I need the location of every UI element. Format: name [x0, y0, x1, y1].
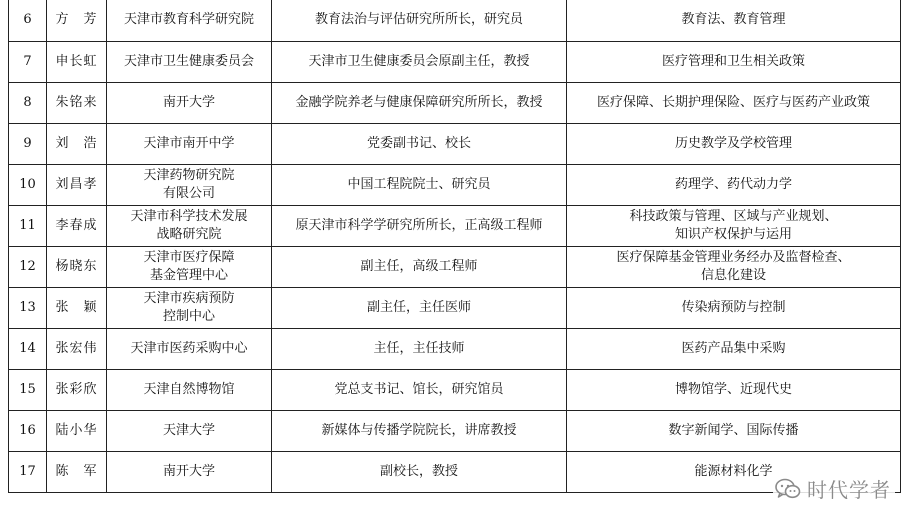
expertise-cell: [567, 164, 901, 205]
organization-cell: [107, 451, 272, 492]
position-cell: [272, 410, 567, 451]
expertise-cell: [567, 82, 901, 123]
expertise-cell-line: 教育法、教育管理: [681, 12, 786, 28]
table-row: [9, 369, 901, 410]
table-row: [9, 82, 901, 123]
expertise-cell: [567, 287, 901, 328]
position-cell: [272, 246, 567, 287]
name-cell: 陈 军: [47, 451, 107, 492]
organization-cell: [107, 0, 272, 41]
expertise-cell-line: 科技政策与管理、区域与产业规划、: [629, 208, 838, 224]
name-cell: 刘 浩: [47, 123, 107, 164]
name-cell: 杨晓东: [47, 246, 107, 287]
position-cell-line: 党委副书记、校长: [366, 135, 471, 151]
expertise-cell-line: 数字新闻学、国际传播: [668, 422, 799, 438]
name-cell: 张 颖: [47, 287, 107, 328]
organization-cell: [107, 205, 272, 246]
organization-cell: [107, 410, 272, 451]
expertise-cell-line: 医疗保障基金管理业务经办及监督检查、: [616, 249, 851, 265]
name-cell: 方 芳: [47, 0, 107, 41]
position-cell-line: 主任，主任技师: [373, 340, 465, 356]
name-cell: 陆小华: [47, 410, 107, 451]
expertise-cell-line: 医疗保障、长期护理保险、医疗与医药产业政策: [596, 94, 870, 110]
expertise-cell: [567, 41, 901, 82]
table-row: [9, 287, 901, 328]
position-cell: [272, 369, 567, 410]
position-cell: [272, 41, 567, 82]
table-row: [9, 123, 901, 164]
wechat-icon: [775, 478, 801, 500]
expertise-cell-line: 传染病预防与控制: [681, 299, 786, 315]
position-cell: [272, 164, 567, 205]
table-row: [9, 328, 901, 369]
organization-cell-line: 南开大学: [162, 94, 215, 110]
organization-cell: [107, 123, 272, 164]
table-row: [9, 451, 901, 492]
organization-cell-line: 天津市科学技术发展: [130, 208, 248, 224]
expertise-cell-line: 药理学、药代动力学: [674, 176, 792, 192]
organization-cell-line: 天津市卫生健康委员会: [123, 53, 254, 69]
expertise-cell-line: 博物馆学、近现代史: [674, 381, 792, 397]
expertise-cell: [567, 246, 901, 287]
expertise-cell-line: 医疗管理和卫生相关政策: [661, 53, 805, 69]
expert-roster-table: [8, 0, 901, 493]
roster-sheet: [8, 0, 900, 520]
expertise-cell-line: 知识产权保护与运用: [674, 226, 792, 242]
position-cell-line: 新媒体与传播学院院长，讲席教授: [321, 422, 517, 438]
name-cell: 李春成: [47, 205, 107, 246]
position-cell-line: 原天津市科学学研究所所长，正高级工程师: [295, 217, 543, 233]
position-cell: [272, 328, 567, 369]
organization-cell-line: 基金管理中心: [149, 267, 228, 283]
name-cell: 朱铭来: [47, 82, 107, 123]
expertise-cell: [567, 0, 901, 41]
organization-cell-line: 天津市医疗保障: [143, 249, 235, 265]
expertise-cell-line: 能源材料化学: [694, 463, 773, 479]
row-number-cell: 12: [9, 246, 47, 287]
position-cell-line: 教育法治与评估研究所所长，研究员: [314, 12, 523, 28]
organization-cell: [107, 164, 272, 205]
organization-cell-line: 天津市医药采购中心: [130, 340, 248, 356]
position-cell: [272, 123, 567, 164]
position-cell: [272, 451, 567, 492]
name-cell: 申长虹: [47, 41, 107, 82]
name-cell: 张宏伟: [47, 328, 107, 369]
expertise-cell-line: 医药产品集中采购: [681, 340, 786, 356]
watermark: [773, 472, 895, 505]
organization-cell: [107, 82, 272, 123]
name-cell: 张彩欣: [47, 369, 107, 410]
expertise-cell: [567, 205, 901, 246]
expertise-cell: [567, 328, 901, 369]
position-cell: [272, 287, 567, 328]
organization-cell-line: 南开大学: [162, 463, 215, 479]
organization-cell-line: 天津自然博物馆: [143, 381, 235, 397]
position-cell-line: 副校长，教授: [379, 463, 458, 479]
row-number-cell: 10: [9, 164, 47, 205]
position-cell-line: 副主任，主任医师: [366, 299, 471, 315]
row-number-cell: 7: [9, 41, 47, 82]
row-number-cell: 14: [9, 328, 47, 369]
row-number-cell: 9: [9, 123, 47, 164]
organization-cell: [107, 41, 272, 82]
watermark-text: 时代学者: [807, 478, 891, 502]
expertise-cell-line: 信息化建设: [700, 267, 766, 283]
organization-cell-line: 控制中心: [162, 308, 215, 324]
position-cell-line: 中国工程院院士、研究员: [347, 176, 491, 192]
expertise-cell-line: 历史教学及学校管理: [674, 135, 792, 151]
row-number-cell: 16: [9, 410, 47, 451]
row-number-cell: 15: [9, 369, 47, 410]
row-number-cell: 13: [9, 287, 47, 328]
position-cell-line: 天津市卫生健康委员会原副主任，教授: [308, 53, 530, 69]
organization-cell-line: 战略研究院: [156, 226, 222, 242]
position-cell-line: 金融学院养老与健康保障研究所所长，教授: [295, 94, 543, 110]
row-number-cell: 17: [9, 451, 47, 492]
organization-cell-line: 天津大学: [162, 422, 215, 438]
row-number-cell: 11: [9, 205, 47, 246]
table-row: [9, 41, 901, 82]
organization-cell-line: 天津市教育科学研究院: [123, 12, 254, 28]
expertise-cell: [567, 369, 901, 410]
organization-cell-line: 天津市南开中学: [143, 135, 235, 151]
row-number-cell: 8: [9, 82, 47, 123]
roster-table-body: [9, 0, 901, 492]
organization-cell-line: 天津药物研究院: [143, 167, 235, 183]
position-cell: [272, 82, 567, 123]
table-row: [9, 205, 901, 246]
name-cell: 刘昌孝: [47, 164, 107, 205]
position-cell-line: 党总支书记、馆长，研究馆员: [334, 381, 504, 397]
organization-cell: [107, 328, 272, 369]
organization-cell: [107, 369, 272, 410]
table-row: [9, 0, 901, 41]
expertise-cell: [567, 123, 901, 164]
position-cell-line: 副主任，高级工程师: [360, 258, 478, 274]
table-row: [9, 164, 901, 205]
row-number-cell: 6: [9, 0, 47, 41]
table-row: [9, 410, 901, 451]
table-row: [9, 246, 901, 287]
organization-cell-line: 天津市疾病预防: [143, 290, 235, 306]
position-cell: [272, 205, 567, 246]
organization-cell: [107, 287, 272, 328]
organization-cell-line: 有限公司: [162, 185, 215, 201]
position-cell: [272, 0, 567, 41]
organization-cell: [107, 246, 272, 287]
expertise-cell: [567, 410, 901, 451]
